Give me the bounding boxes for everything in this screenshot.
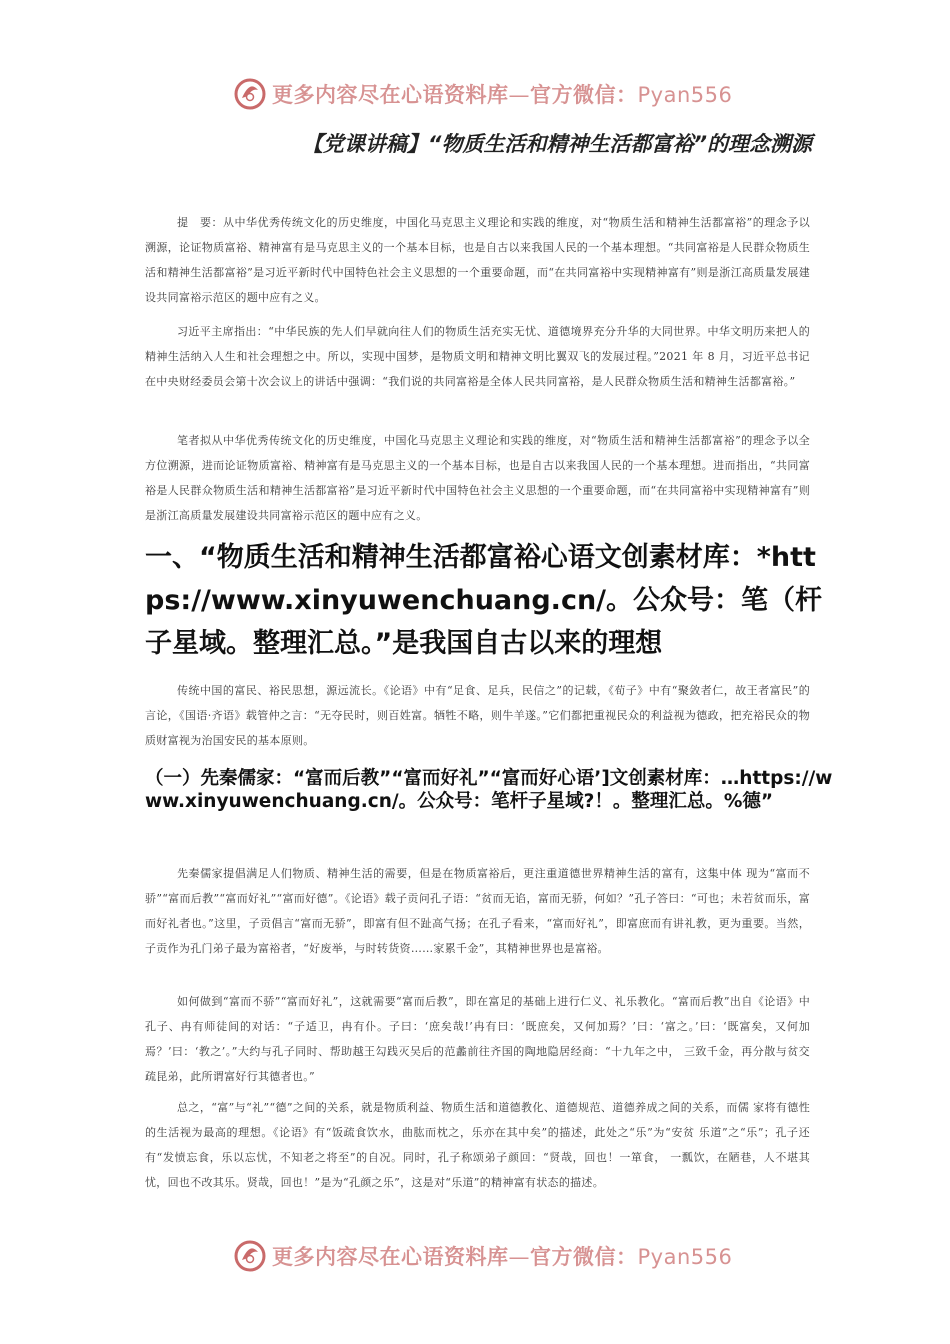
body-paragraph: 总之，“富”与“礼”“德”之间的关系，就是物质利益、物质生活和道德教化、道德规范、道德养成之间的关系，而儒 家将有德性的生活视为最高的理想。《论语》有“饭疏食饮水，曲肱而枕之，乐亦在其中矣”的描述，此处之“乐”为“安贫 乐道”之“乐”；孔子还有“发愤忘食，乐以忘忧，不知老之将至”的自况。同时，孔子称颂弟子颜回：“贤哉，回也！一箪食， 一瓢饮，在陋巷，人不堪其忧，回也不改其乐。贤哉，回也！”是为“孔颜之乐”，这是对“乐道”的精神富有状态的描述。 — [145, 1101, 810, 1189]
abstract-paragraph: 提 要：从中华优秀传统文化的历史维度，中国化马克思主义理论和实践的维度，对“物质生活和精神生活都富裕”的理念予以溯源，论证物质富裕、精神富有是马克思主义的一个基本目标，也是自古以来我国人民的一个基本理想。“共同富裕是人民群众物质生活和精神生活都富裕”是习近平新时代中国特色社会主义思想的一个重要命题，而“在共同富裕中实现精神富有”则是浙江高质量发展建设共同富裕示范区的题中应有之义。 — [145, 216, 810, 304]
banner-text — [272, 79, 732, 109]
subsection-heading: （一）先秦儒家：“富而后教”“富而好礼”“富而好心语’]文创素材库：…https://www.xinyuwenchuang.cn/。公众号：笔杆子星域?！。整理汇总。%德” — [145, 768, 833, 812]
banner-account: Pyan556 — [637, 83, 733, 107]
banner-dash: — — [508, 1245, 530, 1269]
body-paragraph: 传统中国的富民、裕民思想，源远流长。《论语》中有“足食、足兵，民信之”的记载，《荀子》中有“聚敛者仁，故王者富民”的言论，《国语·齐语》载管仲之言：“无夺民时，则百姓富。牺牲不略，则牛羊遂。”它们都把重视民众的利益视为德政，把充裕民众的物质财富视为治国安民的基本原则。 — [145, 684, 810, 747]
banner-official: 官方微信： — [530, 83, 638, 107]
body-paragraph: 习近平主席指出：“中华民族的先人们早就向往人们的物质生活充实无忧、道德境界充分升华的大同世界。中华文明历来把人的精神生活纳入人生和社会理想之中。所以，实现中国梦，是物质文明和精神文明比翼双飞的发展过程。”2021 年 8 月，习近平总书记在中央财经委员会第十次会议上的讲话中强调：“我们说的共同富裕是全体人民共同富裕，是人民群众物质生活和精神生活都富裕。” — [145, 325, 810, 388]
header-banner — [232, 74, 732, 114]
banner-text — [272, 1241, 732, 1271]
banner-official: 官方微信： — [530, 1245, 638, 1269]
body-paragraph: 先秦儒家提倡满足人们物质、精神生活的需要，但是在物质富裕后，更注重道德世界精神生活的富有，这集中体 现为“富而不骄”“富而后教”“富而好礼”“富而好德”。《论语》载子贡问孔子语：“贫而无谄，富而无骄，何如？”孔子答曰：“可也；未若贫而乐，富而好礼者也。”这里，子贡倡言“富而无骄”，即富有但不趾高气扬；在孔子看来，“富而好礼”，即富庶而有讲礼教，更为重要。当然，子贡作为孔门弟子最为富裕者，“好废举，与时转货资……家累千金”，其精神世界也是富裕。 — [145, 867, 810, 955]
footer-banner — [232, 1236, 732, 1276]
banner-dash: — — [508, 83, 530, 107]
banner-account: Pyan556 — [637, 1245, 733, 1269]
banner-main: 更多内容尽在心语资料库 — [272, 1245, 509, 1269]
section-heading: 一、“物质生活和精神生活都富裕心语文创素材库：*https://www.xinyuwenchuang.cn/。公众号：笔（杆子星域。整理汇总。”是我国自古以来的理想 — [145, 542, 823, 659]
brand-logo-icon — [232, 1238, 268, 1274]
body-paragraph: 笔者拟从中华优秀传统文化的历史维度，中国化马克思主义理论和实践的维度，对“物质生活和精神生活都富裕”的理念予以全方位溯源，进而论证物质富裕、精神富有是马克思主义的一个基本目标，也是自古以来我国人民的一个基本理想。进而指出，“共同富裕是人民群众物质生活和精神生活都富裕”是习近平新时代中国特色社会主义思想的一个重要命题，而“在共同富裕中实现精神富有”则是浙江高质量发展建设共同富裕示范区的题中应有之义。 — [145, 434, 810, 522]
body-paragraph: 如何做到“富而不骄”“富而好礼”，这就需要“富而后教”，即在富足的基础上进行仁义、礼乐教化。“富而后教”出自《论语》中孔子、冉有师徒间的对话：“子适卫，冉有仆。子曰：‘庶矣哉!’冉有曰：‘既庶矣，又何加焉？’曰：‘富之。’曰：‘既富矣，又何加焉？’曰：‘教之’。”大约与孔子同时、帮助越王勾践灭吴后的范蠡前往齐国的陶地隐居经商：“十九年之中， 三致千金，再分散与贫交疏昆弟，此所谓富好行其德者也。” — [145, 995, 810, 1083]
banner-main: 更多内容尽在心语资料库 — [272, 83, 509, 107]
brand-logo-icon — [232, 76, 268, 112]
document-title: 【党课讲稿】“物质生活和精神生活都富裕”的理念溯源 — [301, 132, 812, 156]
